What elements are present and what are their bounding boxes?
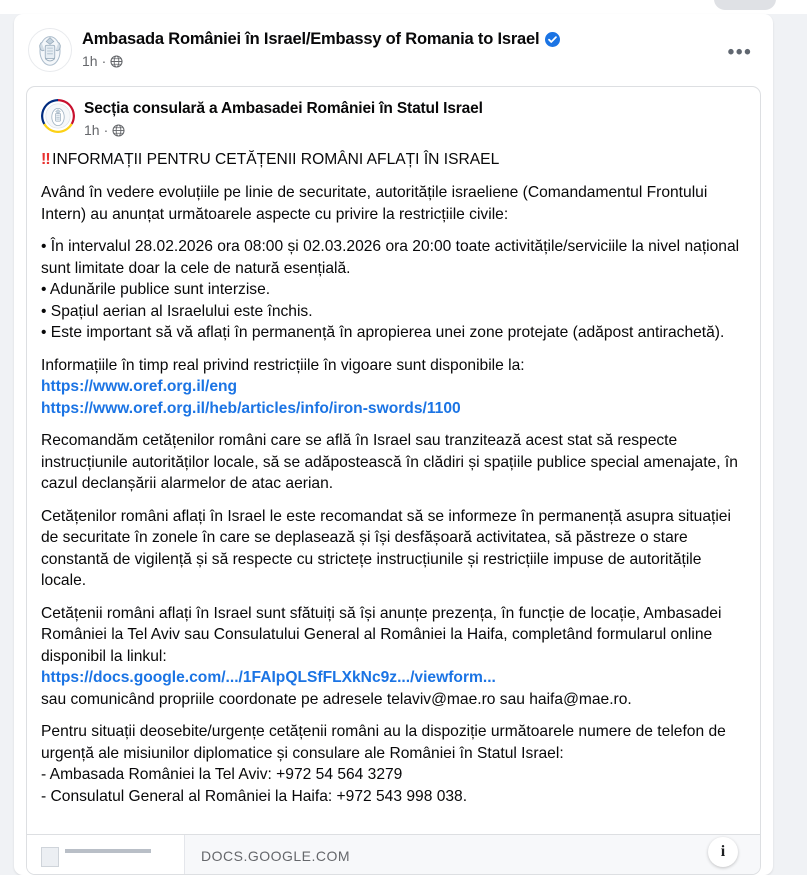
shared-meta-separator: · xyxy=(103,122,109,138)
paragraph-4: Cetățenii români aflați în Israel sunt sfătuiți să își anunțe prezența, în funcție de locație, Ambasadei României la Tel Aviv sau Consulatului General al României la Haifa, completând formularul online disponibil la linkul: xyxy=(41,604,722,665)
shared-post-header-text xyxy=(84,99,483,139)
globe-icon[interactable] xyxy=(110,55,123,68)
post-headline xyxy=(41,149,746,171)
oref-eng-link[interactable]: https://www.oref.org.il/eng xyxy=(41,378,238,395)
post-card xyxy=(14,14,773,875)
shared-meta-row xyxy=(84,121,483,139)
avatar[interactable] xyxy=(28,28,72,72)
post-header-text xyxy=(82,28,759,70)
attachment-thumbnail[interactable] xyxy=(27,835,185,874)
shared-post-card xyxy=(26,86,761,875)
post-meta-row xyxy=(82,52,759,70)
page-name[interactable]: Ambasada României în Israel/Embassy of Romania to Israel xyxy=(82,30,540,48)
globe-icon[interactable] xyxy=(112,124,125,137)
oref-heb-link[interactable]: https://www.oref.org.il/heb/articles/info/iron-swords/1100 xyxy=(41,399,461,417)
paragraph-5: Pentru situații deosebite/urgențe cetățenii români au la dispoziție următoarele numere de telefon de urgență ale misiunilor diplomatice și consulare ale României în Statul Israel: xyxy=(41,723,726,762)
paragraph-2: Recomandăm cetățenilor români care se află în Israel sau tranzitează acest stat să respecte instrucțiunile autorităților locale, să se adăpostească în clădiri și spațiile publice special amenajate, în cazul declanșării alarmelor de atac aerian. xyxy=(41,432,738,492)
realtime-info-block xyxy=(41,355,746,420)
shared-post-timestamp[interactable]: 1h xyxy=(84,122,100,138)
page-top-strip xyxy=(0,0,807,14)
phone-embassy-tel-aviv: - Ambasada României la Tel Aviv: +972 54 564 3279 xyxy=(41,766,403,783)
realtime-intro-text: Informațiile în timp real privind restricțiile în vigoare sunt disponibile la: xyxy=(41,356,525,374)
list-item: • În intervalul 28.02.2026 ora 08:00 și 02.03.2026 ora 20:00 toate activitățile/serviciile la nivel național sunt limitate doar la cele de natură esențială. xyxy=(41,238,740,277)
info-icon: i xyxy=(720,843,726,860)
post-header xyxy=(14,14,773,72)
attachment-text xyxy=(185,835,760,874)
paragraph-1: Având în vedere evoluțiile pe linie de securitate, autoritățile israeliene (Comandamentul Frontului Intern) au anunțat următoarele aspecte cu privire la restricțiile civile: xyxy=(41,184,708,223)
more-options-icon: ••• xyxy=(727,42,753,63)
list-item: • Adunările publice sunt interzise. xyxy=(41,281,271,298)
link-attachment-preview[interactable] xyxy=(27,834,760,874)
post-headline-text: INFORMAȚII PENTRU CETĂȚENII ROMÂNI AFLAȚI ÎN ISRAEL xyxy=(52,151,500,168)
double-exclamation-icon: ‼ xyxy=(41,151,50,168)
phone-consulate-haifa: - Consulatul General al României la Haifa: +972 543 998 038. xyxy=(41,787,468,805)
emergency-contacts-block xyxy=(41,721,746,807)
top-pill-element[interactable] xyxy=(714,0,776,10)
more-options-button[interactable] xyxy=(723,36,757,70)
google-forms-link[interactable]: https://docs.google.com/.../1FAIpQLSfFLXkNc9z.../viewform... xyxy=(41,669,496,686)
post-timestamp[interactable]: 1h xyxy=(82,53,98,69)
document-icon xyxy=(41,847,59,867)
paragraph-3: Cetățenilor români aflați în Israel le este recomandat să se informeze în permanență asupra situației de securitate în zonele în care se deplasează și își desfășoară activitatea, să păstreze o stare constantă de vigilență și să respecte cu strictețe instrucțiunile și restricțiile impuse de autoritățile locale. xyxy=(41,507,731,589)
shared-page-name[interactable]: Secția consulară a Ambasadei României în Statul Israel xyxy=(84,100,483,117)
post-body-text xyxy=(27,139,760,824)
shared-post-header xyxy=(27,87,760,139)
attachment-info-button[interactable] xyxy=(708,837,738,867)
list-item: • Spațiul aerian al Israelului este închis. xyxy=(41,302,313,320)
bullet-list xyxy=(41,236,746,344)
list-item: • Este important să vă aflați în permanență în apropierea unei zone protejate (adăpost antirachetă). xyxy=(41,324,725,341)
meta-separator: · xyxy=(101,53,107,69)
shared-avatar[interactable] xyxy=(41,99,75,133)
page-name-row xyxy=(82,29,759,49)
email-contact-line: sau comunicând propriile coordonate pe adresele telaviv@mae.ro sau haifa@mae.ro. xyxy=(41,690,632,708)
verified-badge-icon xyxy=(545,32,560,47)
registration-block xyxy=(41,603,746,711)
attachment-domain: DOCS.GOOGLE.COM xyxy=(201,848,351,864)
